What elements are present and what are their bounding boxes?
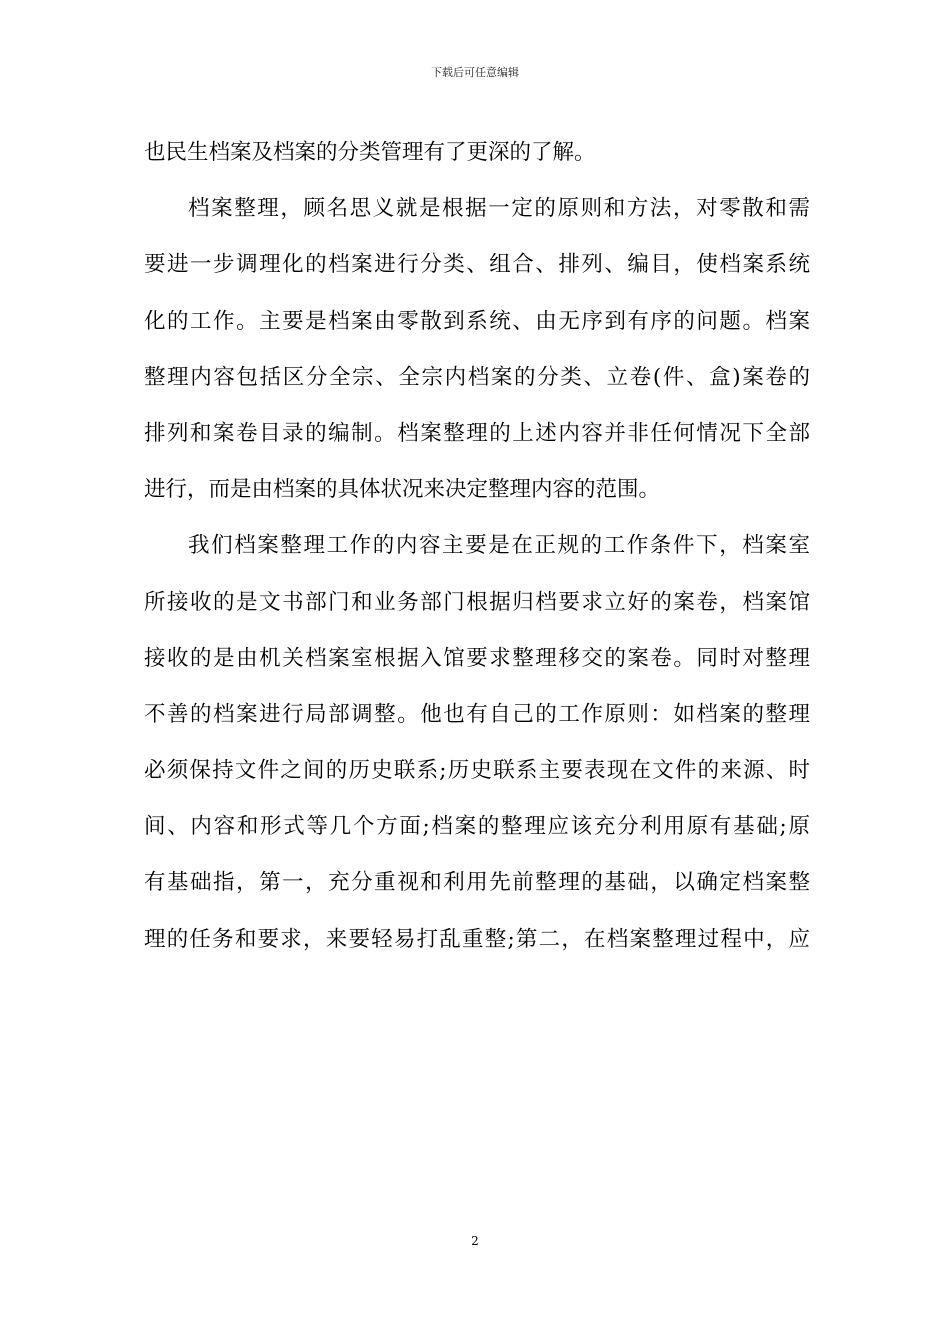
text-line: 进行，而是由档案的具体状况来决定整理内容的范围。 (144, 477, 661, 503)
page-number: 2 (471, 1234, 479, 1248)
text-line: 有基础指，第一，充分重视和利用先前整理的基础，以确定档案整 (144, 870, 810, 896)
text-line: 档案整理，顾名思义就是根据一定的原则和方法，对零散和需 (188, 196, 810, 222)
document-body (144, 125, 810, 968)
text-line: 接收的是由机关档案室根据入馆要求整理移交的案卷。同时对整理 (144, 645, 810, 671)
text-line: 必须保持文件之间的历史联系;历史联系主要表现在文件的来源、时 (144, 758, 810, 784)
text-line: 整理内容包括区分全宗、全宗内档案的分类、立卷(件、盒)案卷的 (144, 364, 810, 390)
text-line: 化的工作。主要是档案由零散到系统、由无序到有序的问题。档案 (144, 308, 810, 334)
text-line: 排列和案卷目录的编制。档案整理的上述内容并非任何情况下全部 (144, 420, 810, 446)
text-line: 不善的档案进行局部调整。他也有自己的工作原则：如档案的整理 (144, 701, 810, 727)
page-header: 下载后可任意编辑 (431, 66, 519, 79)
text-line: 要进一步调理化的档案进行分类、组合、排列、编目，使档案系统 (144, 252, 810, 278)
text-line: 我们档案整理工作的内容主要是在正规的工作条件下，档案室 (188, 533, 810, 559)
text-line: 所接收的是文书部门和业务部门根据归档要求立好的案卷，档案馆 (144, 589, 810, 615)
text-line: 也民生档案及档案的分类管理有了更深的了解。 (144, 140, 596, 165)
text-line: 理的任务和要求，来要轻易打乱重整;第二，在档案整理过程中，应 (144, 926, 810, 952)
text-line: 间、内容和形式等几个方面;档案的整理应该充分利用原有基础;原 (144, 814, 810, 840)
